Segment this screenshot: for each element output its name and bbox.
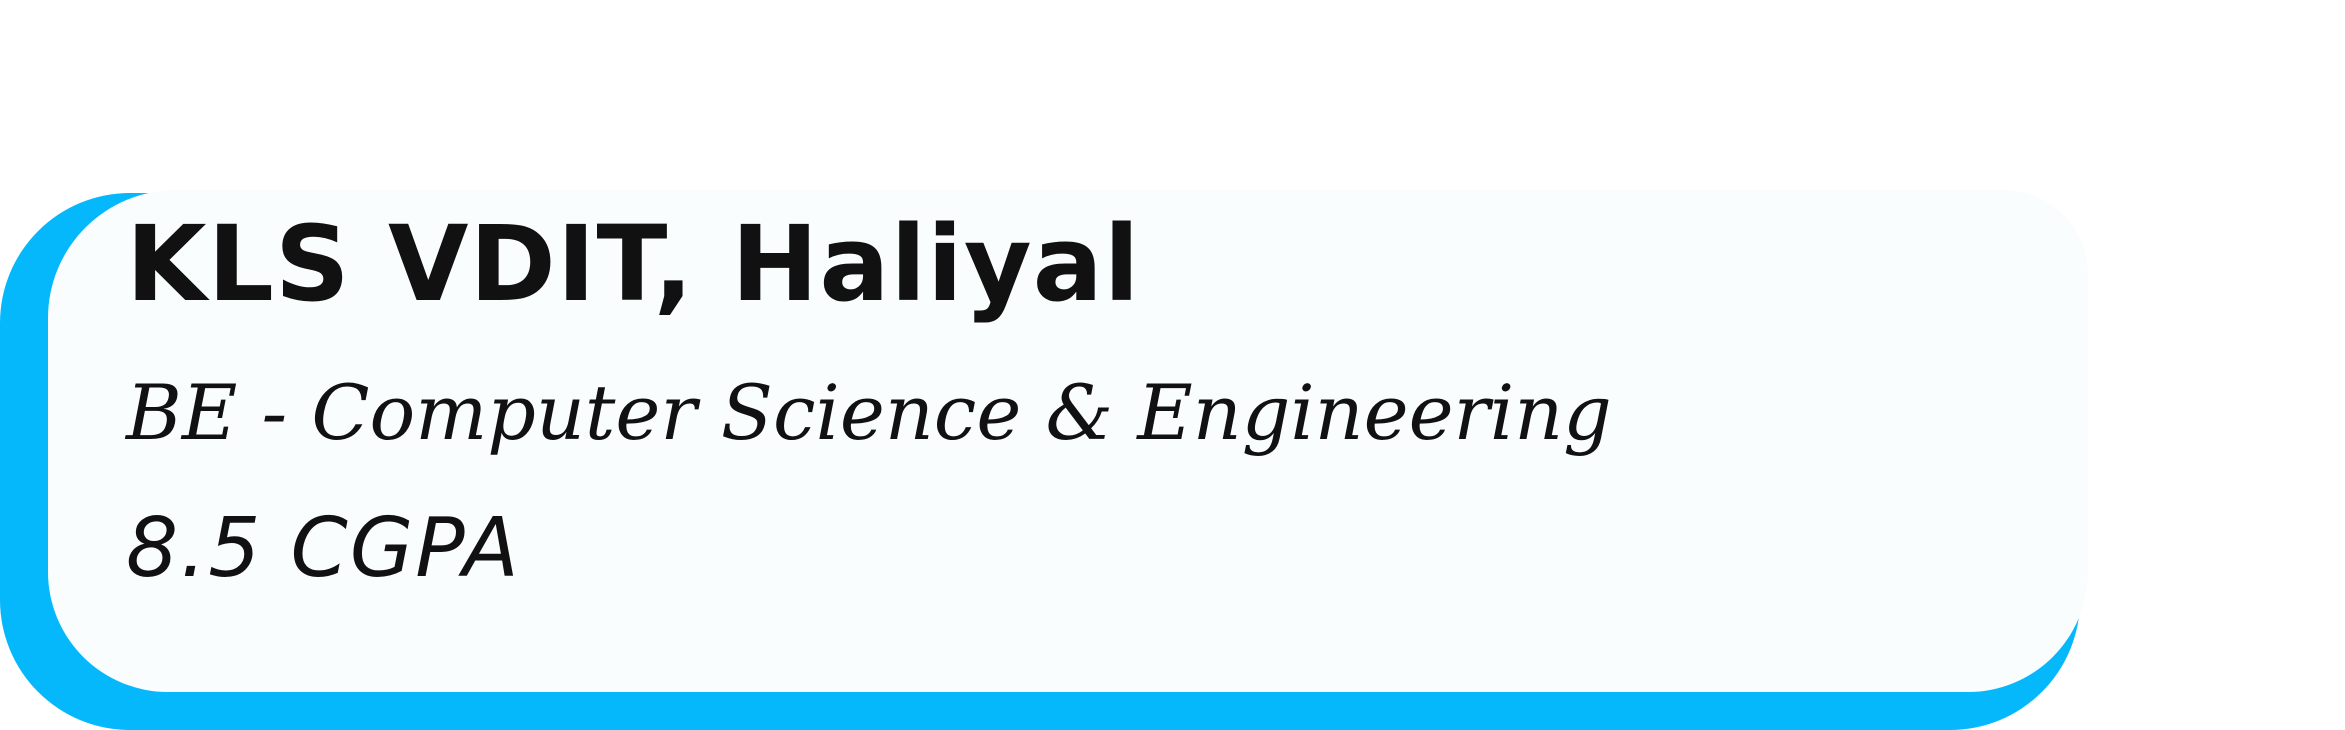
cgpa-score: 8.5 CGPA — [126, 501, 521, 596]
degree-title: BE - Computer Science & Engineering — [126, 368, 1612, 457]
institution-name: KLS VDIT, Haliyal — [126, 203, 1141, 325]
